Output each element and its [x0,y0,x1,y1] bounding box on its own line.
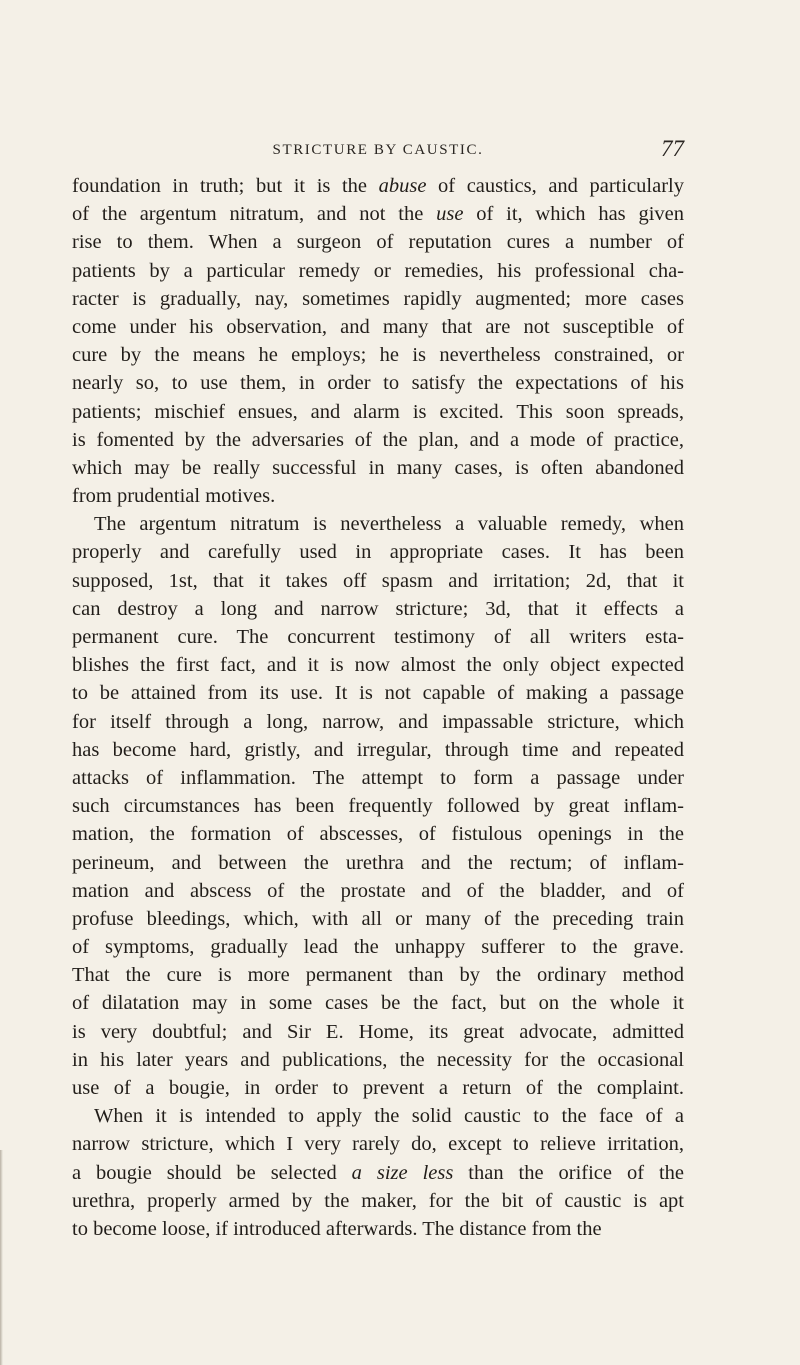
page-edge-shadow [0,1150,3,1365]
italic-emphasis: abuse [378,175,427,197]
text-line [72,933,684,961]
text-line [72,313,684,341]
text-line [72,792,684,820]
text-run: That the cure is more permanent than by the ordinary method [72,964,684,987]
text-run: of the argentum nitratum, and not the [72,203,437,226]
text-run: come under his observation, and many that are not susceptible of [72,315,684,338]
text-run: properly and carefully used in appropriate cases. It has been [72,541,684,564]
text-line [72,989,684,1017]
text-line [72,285,684,313]
italic-emphasis: use [436,203,464,226]
text-run: to be attained from its use. It is not capable of making a passage [72,682,684,705]
text-run: supposed, 1st, that it takes off spasm and irritation; 2d, that it [72,569,684,592]
text-run: permanent cure. The concurrent testimony of all writers esta- [72,626,684,648]
text-run: which may be really successful in many cases, is often abandoned [72,456,684,479]
text-run: profuse bleedings, which, with all or many of the preceding train [72,907,684,930]
text-line [72,1159,684,1187]
text-run: foundation in truth; but it is the [72,175,379,197]
text-run: rise to them. When a surgeon of reputation cures a number of [72,231,684,254]
text-line [72,679,684,707]
text-line [72,1130,684,1158]
text-line [72,426,684,454]
text-run: from prudential motives. [72,485,276,508]
text-line [72,961,684,989]
text-run: than the orifice of the [453,1161,684,1184]
text-run: in his later years and publications, the necessity for the occasional [72,1048,684,1071]
text-run: is fomented by the adversaries of the plan, and a mode of practice, [72,428,684,451]
text-line [72,849,684,877]
text-run: perineum, and between the urethra and the rectum; of inflam- [72,851,684,874]
text-run: of symptoms, gradually lead the unhappy sufferer to the grave. [72,936,684,959]
text-line [72,200,684,228]
text-line [72,1102,684,1130]
text-line [72,482,684,510]
text-run: cure by the means he employs; he is nevertheless constrained, or [72,344,684,367]
text-run: attacks of inflammation. The attempt to form a passage under [72,766,684,789]
text-line [72,1046,684,1074]
text-line [72,708,684,736]
text-line [72,567,684,595]
text-line [72,736,684,764]
text-run: The argentum nitratum is nevertheless a valuable remedy, when [94,513,684,536]
text-line [72,1215,684,1243]
text-line [72,877,684,905]
text-run: of caustics, and particularly [426,175,684,197]
running-head: STRICTURE BY CAUSTIC. [272,142,484,158]
text-run: patients by a particular remedy or remedies, his professional cha- [72,259,684,282]
text-run: of it, which has given [463,203,684,226]
text-line [72,257,684,285]
text-line [72,454,684,482]
text-line [72,341,684,369]
text-line [72,398,684,426]
text-run: has become hard, gristly, and irregular, through time and repeated [72,738,684,761]
text-run: nearly so, to use them, in order to satisfy the expectations of his [72,372,684,395]
text-line [72,538,684,566]
text-line [72,510,684,538]
page-header [72,138,684,168]
text-run: for itself through a long, narrow, and impassable stricture, which [72,710,684,733]
text-line [72,651,684,679]
text-run: of dilatation may in some cases be the fact, but on the whole it [72,992,684,1015]
text-run: a bougie should be selected [72,1161,352,1184]
text-run: mation, the formation of abscesses, of fistulous openings in the [72,823,684,846]
text-run: When it is intended to apply the solid caustic to the face of a [94,1105,684,1128]
text-line [72,1018,684,1046]
text-line [72,623,684,651]
text-run: to become loose, if introduced afterwards. The distance from the [72,1217,602,1240]
text-run: urethra, properly armed by the maker, for the bit of caustic is apt [72,1189,684,1212]
text-line [72,1074,684,1102]
text-line [72,764,684,792]
italic-emphasis: a size less [351,1161,454,1184]
text-line [72,369,684,397]
body-text [72,172,684,1243]
text-run: can destroy a long and narrow stricture; 3d, that it effects a [72,597,684,620]
text-run: use of a bougie, in order to prevent a return of the complaint. [72,1077,684,1099]
text-run: is very doubtful; and Sir E. Home, its great advocate, admitted [72,1020,684,1043]
text-line [72,228,684,256]
text-run: narrow stricture, which I very rarely do, except to relieve irritation, [72,1133,684,1156]
text-line [72,1187,684,1215]
page-number: 77 [661,136,684,161]
text-run: such circumstances has been frequently followed by great inflam- [72,795,684,818]
text-run: patients; mischief ensues, and alarm is excited. This soon spreads, [72,400,684,423]
text-line [72,905,684,933]
text-line [72,172,684,200]
text-run: mation and abscess of the prostate and of the bladder, and of [72,879,684,902]
text-run: racter is gradually, nay, sometimes rapidly augmented; more cases [72,287,684,310]
text-run: blishes the first fact, and it is now almost the only object expected [72,654,684,677]
text-line [72,820,684,848]
text-line [72,595,684,623]
